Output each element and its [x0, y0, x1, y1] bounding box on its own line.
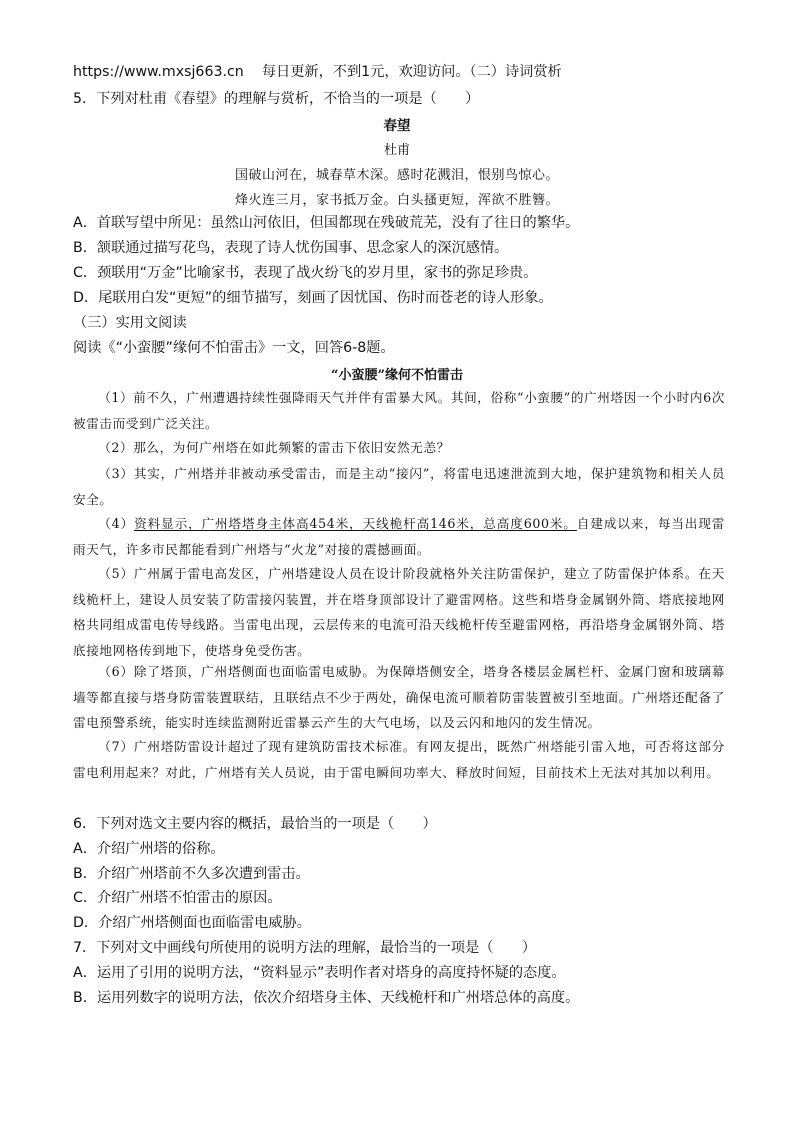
q6-option-c: C．介绍广州塔不怕雷击的原因。: [73, 890, 282, 906]
header-note: 每日更新，不到1元，欢迎访问。（二）诗词赏析: [261, 64, 562, 80]
article-paragraph-6: （6）除了塔顶，广州塔侧面也面临雷电威胁。为保障塔侧安全，塔身各楼层金属栏杆、金属门窗和玻璃幕墙等都直接与塔身防雷装置联结，且联结点不少于两处，确保电流可顺着防雷装置被引至地面。广州塔还配备了雷电预警系统，能实时连续监测附近雷暴云产生的大气电场，以及云闪和地闪的发生情况。: [73, 664, 725, 730]
q5-option-b: B．颔联通过描写花鸟，表现了诗人忧伤国事、思念家人的深沉感情。: [73, 240, 509, 256]
paragraph-4-rest: 自建成以来，每当出现雷雨天气，许多市民都能看到广州塔与“火龙”对接的震撼画面。: [73, 516, 725, 557]
article-paragraph-7: （7）广州塔防雷设计超过了现有建筑防雷技术标准。有网友提出，既然广州塔能引雷入地，可否将这部分雷电利用起来？对此，广州塔有关人员说，由于雷电瞬间功率大、释放时间短，目前技术上无法对其加以利用。: [73, 739, 725, 780]
section-heading: （三）实用文阅读: [73, 315, 187, 331]
q6-option-b: B．介绍广州塔前不久多次遭到雷击。: [73, 866, 310, 882]
q6-option-a: A．介绍广州塔的俗称。: [73, 841, 225, 857]
q5-option-d: D．尾联用白发“更短”的细节描写，刻画了因忧国、伤时而苍老的诗人形象。: [73, 290, 553, 306]
poem-line-2: 烽火连三月，家书抵万金。白头搔更短，浑欲不胜簪。: [234, 193, 559, 208]
article-paragraph-1: （1）前不久，广州遭遇持续性强降雨天气并伴有雷暴大风。其间，俗称“小蛮腰”的广州塔因一个小时内6次被雷击而受到广泛关注。: [73, 390, 725, 431]
article-paragraph-3: （3）其实，广州塔并非被动承受雷击，而是主动“接闪”，将雷电迅速泄流到大地，保护建筑物和相关人员安全。: [73, 466, 725, 507]
poem-title: 春望: [383, 118, 411, 134]
article-paragraph-4: [73, 511, 725, 562]
paragraph-4-number: （4）: [98, 516, 135, 531]
article-paragraph-5: （5）广州属于雷电高发区，广州塔建设人员在设计阶段就格外关注防雷保护，建立了防雷保护体系。在天线桅杆上，建设人员安装了防雷接闪装置，并在塔身顶部设计了避雷网格。这些和塔身金属钢外筒、塔底接地网格共同组成雷电传导线路。当雷电出现，云层传来的电流可沿天线桅杆传至避雷网格，再沿塔身金属钢外筒、塔底接地网格传到地下，使塔身免受伤害。: [73, 566, 725, 658]
question-5-stem: 5．下列对杜甫《春望》的理解与赏析，不恰当的一项是（ ）: [73, 91, 480, 107]
question-6-stem: 6．下列对选文主要内容的概括，最恰当的一项是（ ）: [73, 816, 437, 832]
poem-author: 杜甫: [383, 143, 410, 158]
q7-option-b: B．运用列数字的说明方法，依次介绍塔身主体、天线桅杆和广州塔总体的高度。: [73, 990, 580, 1006]
page-header: [73, 63, 562, 81]
article-paragraph-2: （2）那么，为何广州塔在如此频繁的雷击下依旧安然无恙？: [98, 440, 450, 455]
article-title: “小蛮腰”缘何不怕雷击: [331, 368, 463, 383]
header-url: https://www.mxsj663.cn: [73, 64, 244, 80]
q7-option-a: A．运用了引用的说明方法，“资料显示”表明作者对塔身的高度持怀疑的态度。: [73, 965, 566, 981]
q6-option-d: D．介绍广州塔侧面也面临雷电威胁。: [73, 915, 311, 931]
poem-line-1: 国破山河在，城春草木深。感时花溅泪，恨别鸟惊心。: [234, 168, 559, 183]
reading-intro: 阅读《“小蛮腰”缘何不怕雷击》一文，回答6-8题。: [73, 340, 395, 356]
q5-option-c: C．颈联用“万金”比喻家书，表现了战火纷飞的岁月里，家书的弥足珍贵。: [73, 265, 538, 281]
q5-option-a: A．首联写望中所见：虽然山河依旧，但国都现在残破荒芜，没有了往日的繁华。: [73, 215, 580, 231]
question-7-stem: 7．下列对文中画线句所使用的说明方法的理解，最恰当的一项是（ ）: [73, 940, 537, 956]
underlined-sentence: 资料显示，广州塔塔身主体高454米，天线桅杆高146米，总高度600米。: [134, 516, 577, 531]
